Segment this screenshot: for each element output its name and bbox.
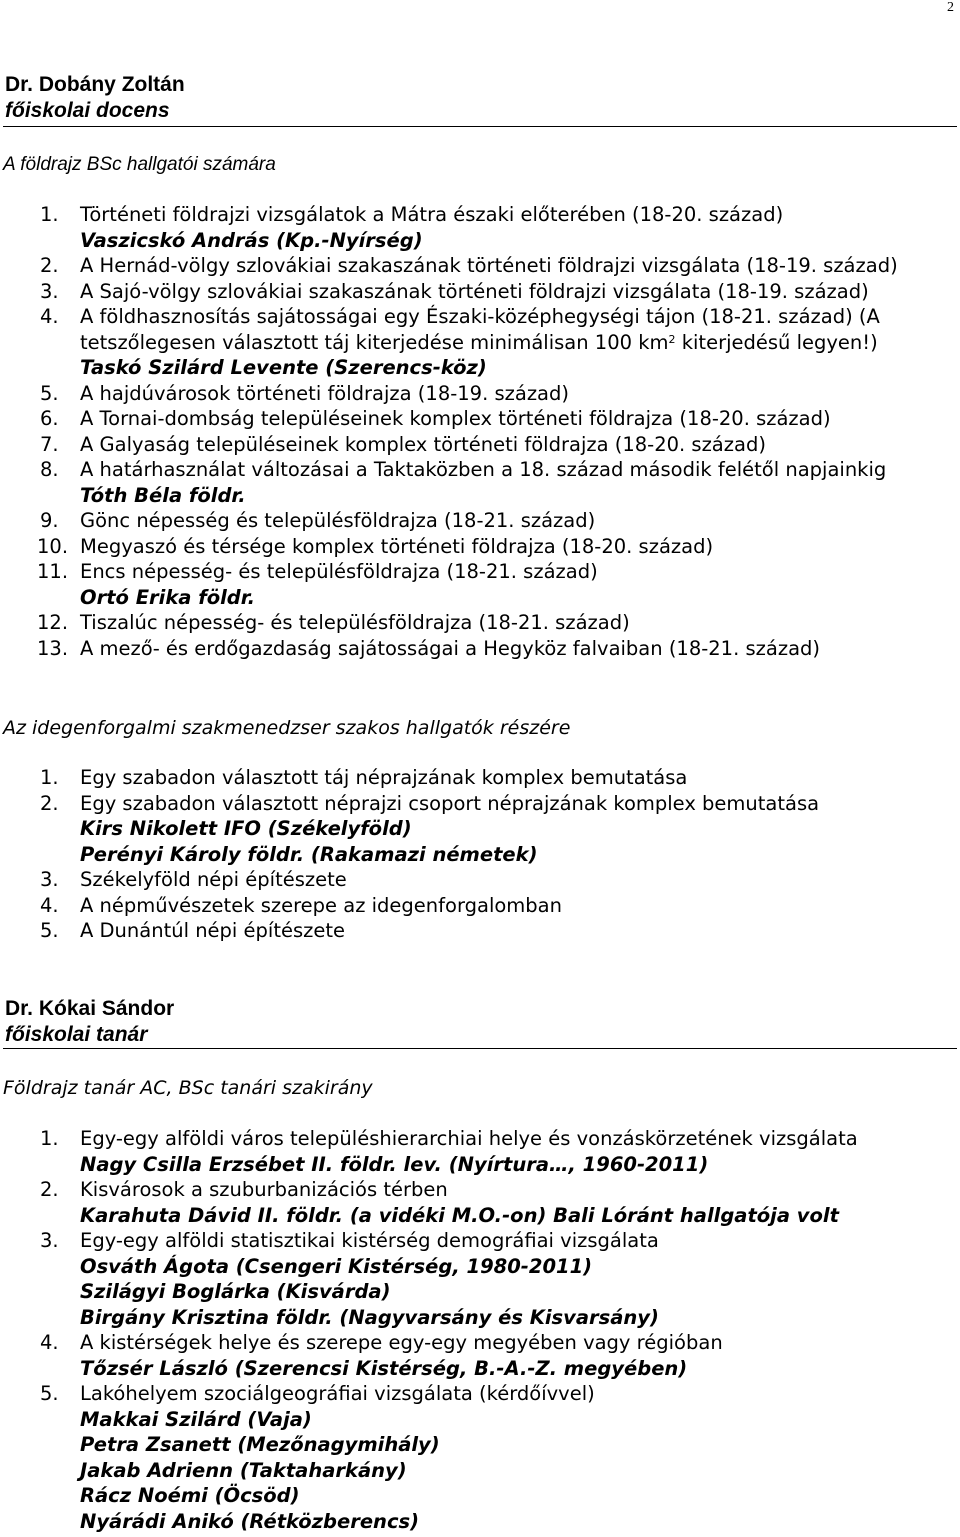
topic-title: A Sajó-völgy szlovákiai szakaszának történeti földrajzi vizsgálata (18-19. század) — [80, 279, 869, 303]
group-heading: Az idegenforgalmi szakmenedzser szakos hallgatók részére — [3, 717, 571, 739]
topic-title: A Tornai-dombság településeinek komplex történeti földrajza (18-20. század) — [80, 407, 831, 430]
assigned-student: Vaszicskó András (Kp.-Nyírség) — [80, 228, 423, 252]
topic-title: A földhasznosítás sajátosságai egy Északi-középhegységi tájon (18-21. század) (A tetszőlegesen választott táj kiterjedése minimálisan 100 km — [80, 305, 880, 354]
item-number: 13. — [37, 636, 69, 660]
author-block-2 — [5, 996, 174, 1048]
assigned-student: Nagy Csilla Erzsébet II. földr. lev. (Nyírtura…, 1960-2011) — [80, 1152, 709, 1176]
list-item — [0, 918, 960, 944]
topic-title: Megyaszó és térsége komplex történeti földrajza (18-20. század) — [80, 534, 714, 558]
assigned-student: Perényi Károly földr. (Rakamazi németek) — [80, 842, 538, 866]
topic-title: Egy szabadon választott néprajzi csoport néprajzának komplex bemutatása — [80, 791, 820, 815]
item-number: 4. — [40, 1331, 59, 1354]
list-item — [0, 791, 960, 868]
list-item — [0, 432, 960, 458]
author-name: Dr. Kókai Sándor — [5, 997, 175, 1020]
item-number: 12. — [37, 611, 69, 634]
list-item — [0, 559, 960, 610]
topic-title: Történeti földrajzi vizsgálatok a Mátra északi előterében (18-20. század) — [80, 203, 784, 226]
list-item — [0, 1177, 960, 1228]
assigned-student: Ortó Erika földr. — [80, 585, 256, 609]
topic-title: A kistérségek helye és szerepe egy-egy megyében vagy régióban — [80, 1331, 723, 1354]
author-name: Dr. Dobány Zoltán — [5, 73, 185, 96]
topic-title: Gönc népesség és településföldrajza (18-21. század) — [80, 509, 596, 532]
item-number: 1. — [40, 1127, 59, 1150]
item-number: 7. — [40, 432, 59, 456]
assigned-student: Karahuta Dávid II. földr. (a vidéki M.O.-on) Bali Lóránt hallgatója volt — [80, 1203, 839, 1227]
list-item — [0, 636, 960, 662]
group-heading: Földrajz tanár AC, BSc tanári szakirány — [3, 1077, 373, 1099]
item-number: 4. — [40, 305, 59, 328]
topic-title: Lakóhelyem szociálgeográfiai vizsgálata (kérdőívvel) — [80, 1382, 595, 1405]
author-block-1 — [5, 72, 185, 124]
topic-title: A hajdúvárosok történeti földrajza (18-19. század) — [80, 381, 569, 405]
list-item — [0, 279, 960, 305]
list-item — [0, 253, 960, 279]
assigned-student: Taskó Szilárd Levente (Szerencs-köz) — [80, 356, 487, 379]
topic-title: Egy szabadon választott táj néprajzának komplex bemutatása — [80, 766, 688, 789]
section-divider — [3, 1048, 957, 1049]
item-number: 8. — [40, 458, 59, 481]
topic-title: Encs népesség- és településföldrajza (18-21. század) — [80, 560, 598, 583]
list-item — [0, 765, 960, 791]
topic-list — [0, 1126, 960, 1534]
assigned-student: Makkai Szilárd (Vaja) — [80, 1407, 312, 1431]
topic-list — [0, 765, 960, 944]
item-number: 2. — [40, 1178, 59, 1201]
assigned-student: Rácz Noémi (Öcsöd) — [80, 1484, 300, 1507]
list-item — [0, 534, 960, 560]
topic-title: A Hernád-völgy szlovákiai szakaszának történeti földrajzi vizsgálata (18-19. század) — [80, 254, 898, 277]
list-item — [0, 304, 960, 381]
item-number: 2. — [40, 254, 59, 277]
topic-title: A határhasználat változásai a Taktaközben a 18. század második felétől napjainkig — [80, 458, 887, 481]
topic-title: A Galyaság településeinek komplex történeti földrajza (18-20. század) — [80, 432, 766, 456]
assigned-student: Osváth Ágota (Csengeri Kistérség, 1980-2011) — [80, 1254, 593, 1278]
assigned-student: Kirs Nikolett IFO (Székelyföld) — [80, 817, 412, 840]
item-number: 3. — [40, 868, 59, 891]
item-number: 9. — [40, 509, 59, 532]
topic-title: Kisvárosok a szuburbanizációs térben — [80, 1178, 448, 1201]
group-heading: A földrajz BSc hallgatói számára — [3, 154, 276, 175]
author-title: főiskolai tanár — [5, 1023, 148, 1046]
list-item — [0, 1126, 960, 1177]
list-item — [0, 867, 960, 893]
list-item — [0, 893, 960, 919]
item-number: 3. — [40, 1229, 59, 1252]
list-item — [0, 1381, 960, 1534]
list-item — [0, 202, 960, 253]
list-item — [0, 457, 960, 508]
assigned-student: Tóth Béla földr. — [80, 483, 246, 507]
topic-title: A népművészetek szerepe az idegenforgalomban — [80, 893, 562, 917]
item-number: 10. — [37, 534, 69, 558]
topic-title: Székelyföld népi építészete — [80, 868, 347, 891]
topic-title: Tiszalúc népesség- és településföldrajza (18-21. század) — [80, 611, 630, 634]
list-item — [0, 406, 960, 432]
list-item — [0, 1330, 960, 1381]
list-item — [0, 508, 960, 534]
assigned-student: Tőzsér László (Szerencsi Kistérség, B.-A.-Z. megyében) — [80, 1356, 688, 1380]
assigned-student: Petra Zsanett (Mezőnagymihály) — [80, 1433, 440, 1456]
assigned-student: Jakab Adrienn (Taktaharkány) — [80, 1458, 407, 1482]
item-number: 3. — [40, 279, 59, 303]
assigned-student: Birgány Krisztina földr. (Nagyvarsány és Kisvarsány) — [80, 1305, 659, 1329]
item-number: 11. — [37, 560, 69, 583]
item-number: 5. — [40, 919, 59, 942]
list-item — [0, 1228, 960, 1330]
page-number: 2 — [947, 0, 954, 15]
item-number: 5. — [40, 381, 59, 405]
list-item — [0, 610, 960, 636]
item-number: 1. — [40, 766, 59, 789]
list-item — [0, 381, 960, 407]
item-number: 5. — [40, 1382, 59, 1405]
topic-title: Egy-egy alföldi statisztikai kistérség demográfiai vizsgálata — [80, 1229, 659, 1252]
item-number: 1. — [40, 203, 59, 226]
assigned-student: Szilágyi Boglárka (Kisvárda) — [80, 1280, 391, 1303]
topic-title: Egy-egy alföldi város településhierarchiai helye és vonzáskörzetének vizsgálata — [80, 1127, 858, 1150]
topic-list — [0, 202, 960, 661]
topic-title: A mező- és erdőgazdaság sajátosságai a Hegyköz falvaiban (18-21. század) — [80, 636, 821, 660]
topic-title-continuation: kiterjedésű legyen!) — [675, 330, 878, 354]
section-divider — [3, 126, 957, 127]
superscript: 2 — [668, 332, 676, 346]
topic-title: A Dunántúl népi építészete — [80, 919, 346, 942]
assigned-student: Nyárádi Anikó (Rétközberencs) — [80, 1509, 420, 1533]
item-number: 6. — [40, 407, 59, 430]
author-title: főiskolai docens — [5, 99, 170, 122]
item-number: 2. — [40, 791, 59, 815]
item-number: 4. — [40, 893, 59, 917]
